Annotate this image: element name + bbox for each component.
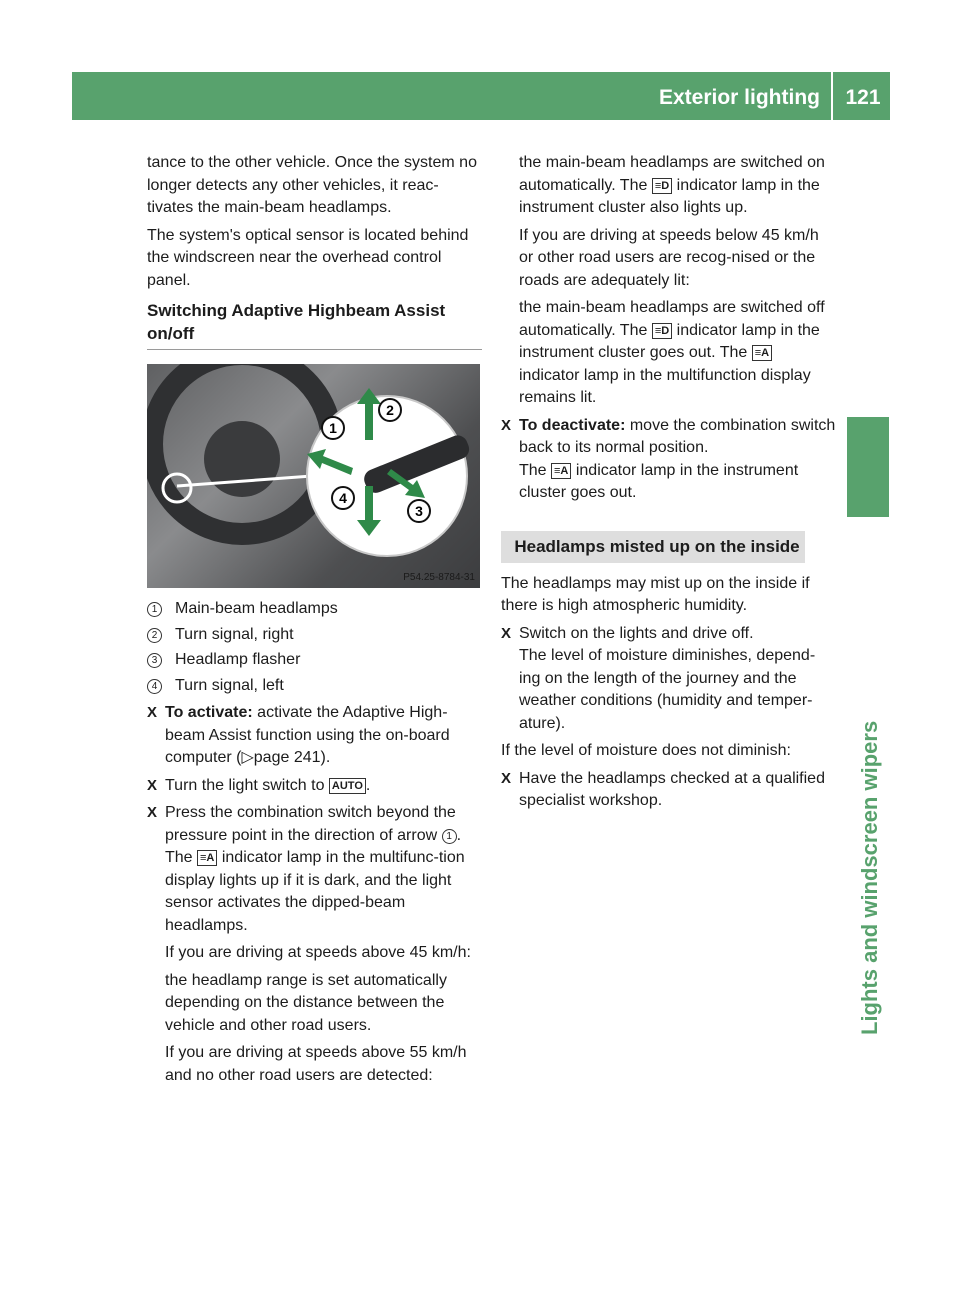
- combination-switch-photo: [147, 364, 480, 588]
- legend-item: 1 Main-beam headlamps: [147, 598, 482, 621]
- misted-heading: Headlamps misted up on the inside: [501, 531, 805, 563]
- main-beam-off-paragraph: the main-beam headlamps are switched off automatically. The ≡D indicator lamp in the instrument cluster goes out. The ≡A indicator lamp in the multifunction display remains lit.: [519, 299, 825, 406]
- adaptive-highbeam-icon: ≡A: [197, 850, 217, 866]
- right-column: [501, 152, 836, 818]
- steering-illustration: [147, 364, 480, 588]
- speed-below-45: If you are driving at speeds below 45 km/h or other road users are recog-nised or the roads are adequately lit:: [519, 226, 819, 289]
- callout-3-label: 3: [415, 503, 423, 519]
- main-beam-icon: ≡D: [652, 323, 672, 339]
- speed-above-55: If you are driving at speeds above 55 km/h and no other road users are detected:: [165, 1044, 467, 1084]
- callout-1-label: 1: [329, 420, 337, 436]
- switch-on-step: X Switch on the lights and drive off. The level of moisture diminishes, depend-ing on the length of the journey and the weather conditions (humidity and temper-ature).: [501, 624, 816, 732]
- steering-hub: [204, 421, 280, 497]
- range-paragraph: the headlamp range is set automatically depending on the distance between the vehicle and other road users.: [165, 971, 447, 1034]
- bullet-arrow-icon: X: [147, 776, 158, 794]
- deactivate-step: X To deactivate: move the combination switch back to its normal position. The ≡A indicator lamp in the instrument cluster goes out.: [501, 416, 836, 501]
- left-column: [147, 152, 482, 1092]
- bullet-arrow-icon: X: [147, 804, 158, 821]
- legend-item: 2 Turn signal, right: [147, 624, 482, 647]
- main-beam-on-paragraph: the main-beam headlamps are switched on automatically. The ≡D indicator lamp in the instrument cluster also lights up.: [519, 154, 825, 216]
- light-switch-step: X Turn the light switch to AUTO .: [147, 775, 482, 798]
- legend-item: 3 Headlamp flasher: [147, 649, 482, 672]
- bullet-arrow-icon: X: [501, 769, 512, 787]
- intro-paragraph-1: tance to the other vehicle. Once the system no longer detects any other vehicles, it reac-tivates the main-beam headlamps.: [147, 154, 477, 216]
- section-heading: Switching Adaptive Highbeam Assist on/off: [147, 300, 482, 350]
- chapter-tab: [847, 417, 889, 517]
- press-step: X Press the combination switch beyond the pressure point in the direction of arrow 1 . The ≡A indicator lamp in the multifunc-tion display lights up if it is dark, and the light sensor activates the dipped-beam headlamps.: [147, 804, 465, 934]
- checked-step: X Have the headlamps checked at a qualified specialist workshop.: [501, 769, 825, 809]
- bullet-arrow-icon: X: [147, 704, 158, 721]
- not-diminish-paragraph: If the level of moisture does not diminish:: [501, 742, 791, 759]
- callout-4-label: 4: [339, 490, 347, 506]
- bullet-arrow-icon: X: [501, 416, 512, 434]
- section-title: Exterior lighting: [658, 86, 820, 109]
- bullet-arrow-icon: X: [501, 624, 512, 642]
- page-ref-link[interactable]: page 241: [253, 749, 321, 766]
- auto-symbol-icon: AUTO: [329, 778, 366, 794]
- legend-item: 4 Turn signal, left: [147, 675, 482, 698]
- callout-2-label: 2: [386, 402, 394, 418]
- header-divider: [831, 72, 833, 120]
- chapter-label: Lights and windscreen wipers: [857, 720, 882, 1035]
- page-number: 121: [845, 86, 881, 109]
- speed-above-45: If you are driving at speeds above 45 km/h:: [165, 944, 471, 961]
- adaptive-highbeam-icon: ≡A: [752, 345, 772, 361]
- photo-code: P54.25-8784-31: [403, 572, 475, 583]
- activate-step: X To activate: activate the Adaptive High-beam Assist function using the on-board computer (▷page 241).: [147, 704, 450, 766]
- intro-paragraph-2: The system's optical sensor is located behind the windscreen near the overhead control panel.: [147, 226, 469, 289]
- adaptive-highbeam-icon: ≡A: [551, 463, 571, 479]
- main-beam-icon: ≡D: [652, 178, 672, 194]
- misted-intro: The headlamps may mist up on the inside if there is high atmospheric humidity.: [501, 574, 810, 614]
- page-ref-arrow-icon: ▷: [241, 749, 254, 766]
